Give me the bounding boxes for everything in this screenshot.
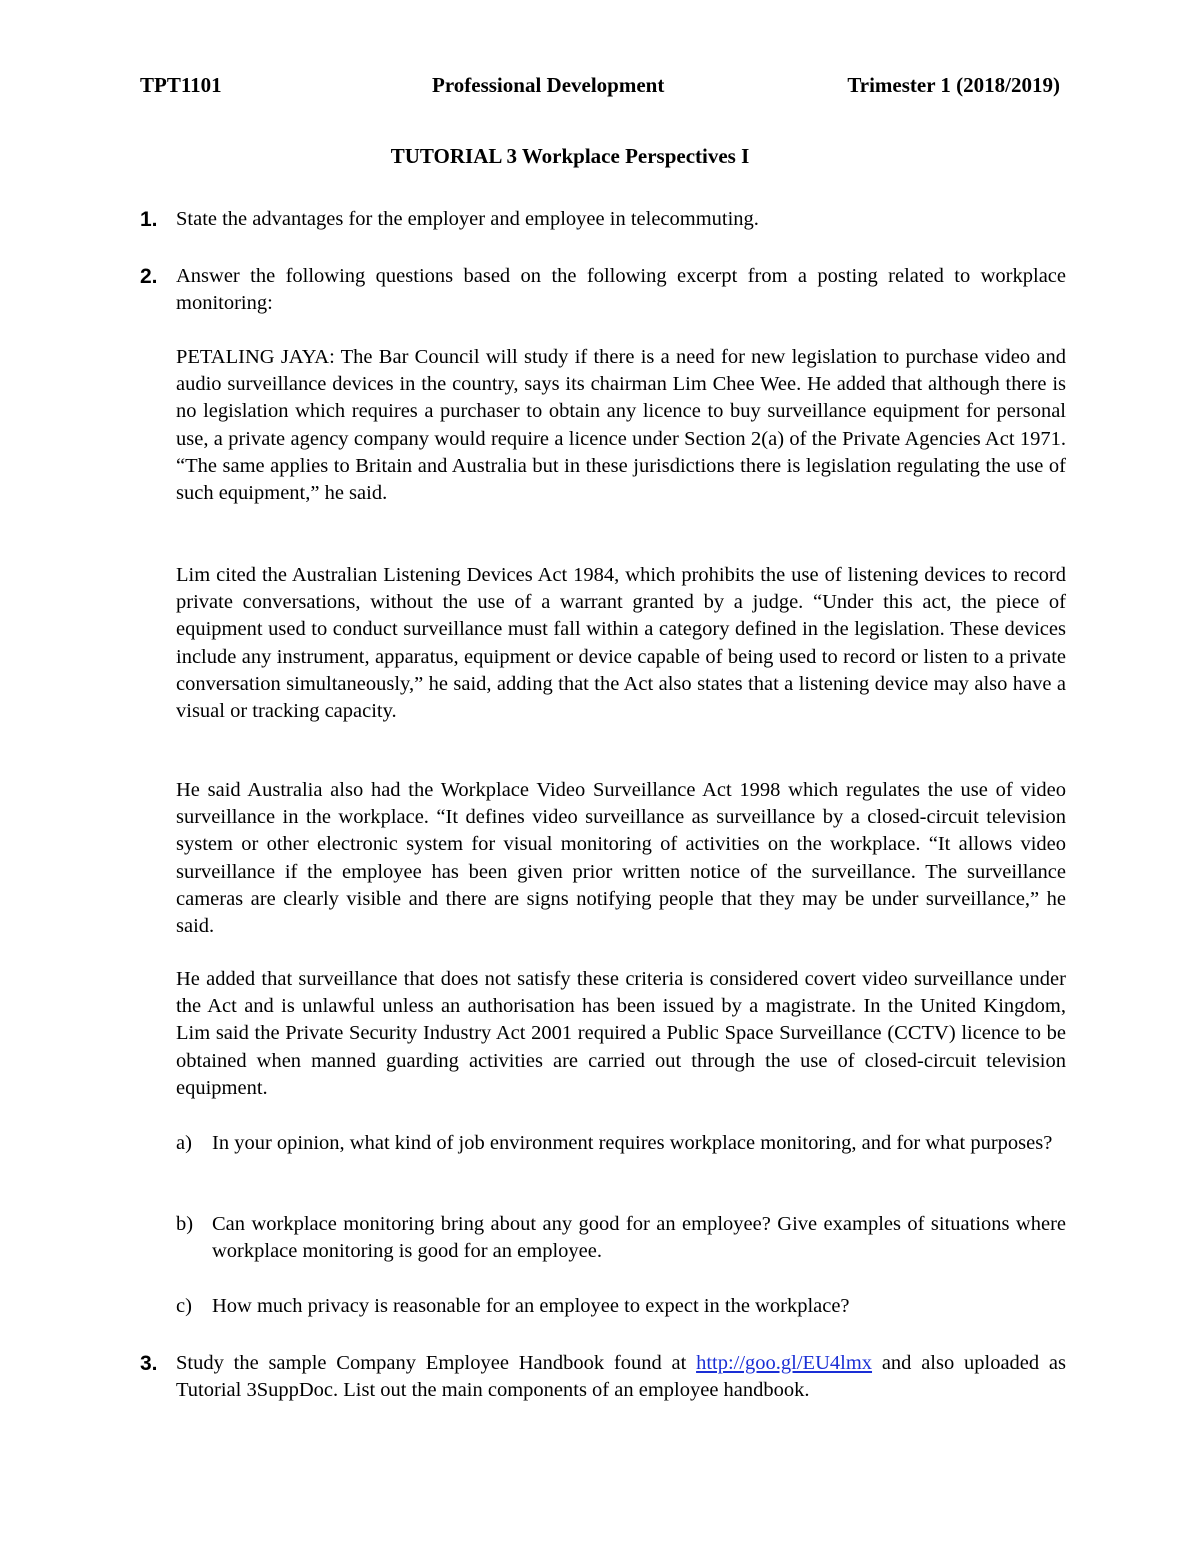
question-number: 2.: [140, 265, 158, 288]
subquestion-label: c): [176, 1295, 192, 1317]
question-1: [140, 206, 1066, 233]
document-title: TUTORIAL 3 Workplace Perspectives I: [390, 144, 750, 168]
question-text: [176, 1350, 1066, 1404]
question-2: [140, 263, 1066, 317]
excerpt-paragraph: He said Australia also had the Workplace Video Surveillance Act 1998 which regulates the use of video surveillance in the workplace. “It defines video surveillance as surveillance by a closed-circuit television system or other electronic system for visual monitoring of activities on the workplace. “It allows video surveillance if the employee has been given prior written notice of the surveillance. The surveillance cameras are clearly visible and there are signs notifying people that they may be under surveillance,” he said.: [176, 779, 1066, 938]
page-header: [140, 72, 1060, 102]
question-3: [140, 1350, 1066, 1404]
subquestion-label: a): [176, 1132, 192, 1154]
subquestion-text: Can workplace monitoring bring about any good for an employee? Give examples of situations where workplace monitoring is good for an employee.: [212, 1213, 1066, 1263]
subquestion-c: [176, 1293, 1066, 1320]
question-text-after: and also uploaded as Tutorial 3SuppDoc. List out the main components of an employee handbook.: [176, 1352, 1066, 1402]
course-name: Professional Development: [432, 73, 665, 97]
subquestion-label: b): [176, 1213, 194, 1235]
subquestion-text: In your opinion, what kind of job environment requires workplace monitoring, and for what purposes?: [212, 1132, 1053, 1154]
question-text: State the advantages for the employer and employee in telecommuting.: [176, 208, 759, 230]
question-number: 3.: [140, 1352, 158, 1375]
subquestion-text: How much privacy is reasonable for an employee to expect in the workplace?: [212, 1295, 850, 1317]
excerpt-paragraph: PETALING JAYA: The Bar Council will study if there is a need for new legislation to purchase video and audio surveillance devices in the country, says its chairman Lim Chee Wee. He added that although there is no legislation which requires a purchaser to obtain any licence to buy surveillance equipment for personal use, a private agency company would require a licence under Section 2(a) of the Private Agencies Act 1971. “The same applies to Britain and Australia but in these jurisdictions there is legislation regulating the use of such equipment,” he said.: [176, 346, 1066, 505]
subquestion-a: [176, 1130, 1066, 1157]
subquestion-b: [176, 1211, 1066, 1265]
question-text: Answer the following questions based on the following excerpt from a posting related to workplace monitoring:: [176, 265, 1066, 315]
excerpt-paragraph: He added that surveillance that does not satisfy these criteria is considered covert video surveillance under the Act and is unlawful unless an authorisation has been issued by a magistrate. In the United Kingdom, Lim said the Private Security Industry Act 2001 required a Public Space Surveillance (CCTV) licence to be obtained when manned guarding activities are carried out through the use of closed-circuit television equipment.: [176, 968, 1066, 1099]
trimester: Trimester 1 (2018/2019): [847, 73, 1060, 97]
excerpt-paragraph: Lim cited the Australian Listening Devices Act 1984, which prohibits the use of listening devices to record private conversations, without the use of a warrant granted by a judge. “Under this act, the piece of equipment used to conduct surveillance must fall within a category defined in the legislation. These devices include any instrument, apparatus, equipment or device capable of being used to record or listen to a private conversation simultaneously,” he said, adding that the Act also states that a listening device may also have a visual or tracking capacity.: [176, 564, 1066, 723]
handbook-link[interactable]: http://goo.gl/EU4lmx: [696, 1352, 873, 1374]
question-text-before: Study the sample Company Employee Handbook found at: [176, 1352, 697, 1374]
question-number: 1.: [140, 208, 158, 231]
course-code: TPT1101: [140, 73, 222, 97]
